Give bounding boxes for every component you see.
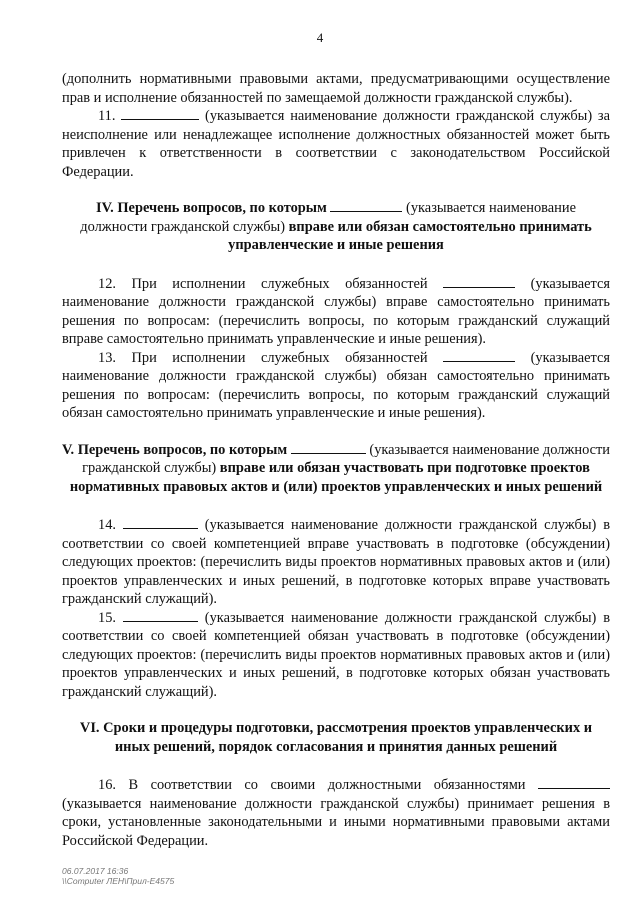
paragraph-11 [62, 107, 610, 181]
blank-line [330, 199, 402, 212]
section-5-heading [62, 441, 610, 497]
paragraph-16-text-a: В соответствии со своими должностными обязанностями [116, 777, 538, 793]
section-5-note: (указывается наименование должности гражданской службы) [82, 441, 611, 476]
paragraph-13 [62, 349, 610, 423]
section-4-note: (указывается наименование должности гражданской службы) [80, 200, 576, 235]
paragraph-14 [62, 516, 610, 609]
section-4-heading [62, 199, 610, 255]
paragraph-13-text-a: При исполнении служебных обязанностей [116, 349, 444, 366]
paragraph-13-number: 13. [98, 349, 116, 366]
paragraph-12-text-b: (указывается наименование должности гражданской службы) вправе самостоятельно принимать решения по вопросам: (перечислить вопросы, по которым гражданский служащий вправе самостоятельно принимать управленческие и иные решения). [62, 275, 610, 347]
paragraph-16 [62, 776, 610, 850]
blank-line [123, 609, 198, 622]
paragraph-15-text: (указывается наименование должности гражданской службы) в соответствии со своей компетенцией обязан участвовать в подготовке (обсуждении) следующих проектов: (перечислить виды проектов нормативных правовых актов и (или) проектов управленческих и иных решений, в подготовке которых обязан участвовать гражданский служащий). [62, 609, 610, 700]
paragraph-11-number: 11. [98, 108, 116, 124]
section-4-title: IV. Перечень вопросов, по которым [96, 200, 327, 216]
document-body [62, 70, 610, 850]
section-5-subject: вправе или обязан участвовать при подготовке проектов нормативных правовых актов и (или) проектов управленческих и иных решений [69, 460, 603, 495]
blank-line [538, 776, 610, 789]
paragraph-12-text-a: При исполнении служебных обязанностей [116, 275, 444, 292]
paragraph-15-number: 15. [98, 609, 116, 626]
paragraph-16-number: 16. [98, 777, 116, 793]
blank-line [291, 441, 366, 454]
blank-line [443, 349, 515, 362]
paragraph-11-text: (указывается наименование должности гражданской службы) за неисполнение или ненадлежащее исполнение должностных обязанностей может быть привлечен к ответственности в соответствии с законодательством Российской Федерации. [62, 108, 610, 180]
paragraph-12 [62, 275, 610, 349]
section-4-subject: вправе или обязан самостоятельно принимать управленческие и иные решения [228, 218, 592, 253]
paragraph-13-text-b: (указывается наименование должности гражданской службы) обязан самостоятельно принимать решения по вопросам: (перечислить вопросы, по которым гражданский служащий обязан самостоятельно принимать управленческие и иные решения). [62, 349, 610, 421]
blank-line [443, 275, 515, 288]
paragraph-12-number: 12. [98, 275, 116, 292]
paragraph-15 [62, 609, 610, 702]
footer-timestamp: 06.07.2017 16:36 [62, 866, 129, 876]
paragraph-14-text: (указывается наименование должности гражданской службы) в соответствии со своей компетенцией вправе участвовать в подготовке (обсуждении) следующих проектов: (перечислить виды проектов нормативных правовых актов и (или) проектов управленческих и иных решений, в подготовке которых вправе участвовать гражданский служащий). [62, 517, 610, 607]
section-5-title: V. Перечень вопросов, по которым [62, 441, 288, 458]
section-6-heading: VI. Сроки и процедуры подготовки, рассмотрения проектов управленческих и иных решений, порядок согласования и принятия данных решений [79, 720, 593, 755]
footer-file-path: \\Computer ЛЕН\Прил-Е4575 [62, 876, 175, 886]
print-footer [62, 866, 174, 886]
paragraph-16-text-b: (указывается наименование должности гражданской службы) принимает решения в сроки, установленные законодательными и иными нормативными правовыми актами Российской Федерации. [62, 795, 610, 849]
page-number: 4 [316, 30, 324, 45]
paragraph-intro: (дополнить нормативными правовыми актами, предусматривающими осуществление прав и исполнение обязанностей по замещаемой должности гражданской службы). [62, 71, 610, 106]
paragraph-14-number: 14. [98, 517, 116, 533]
blank-line [121, 107, 199, 120]
blank-line [123, 516, 198, 529]
